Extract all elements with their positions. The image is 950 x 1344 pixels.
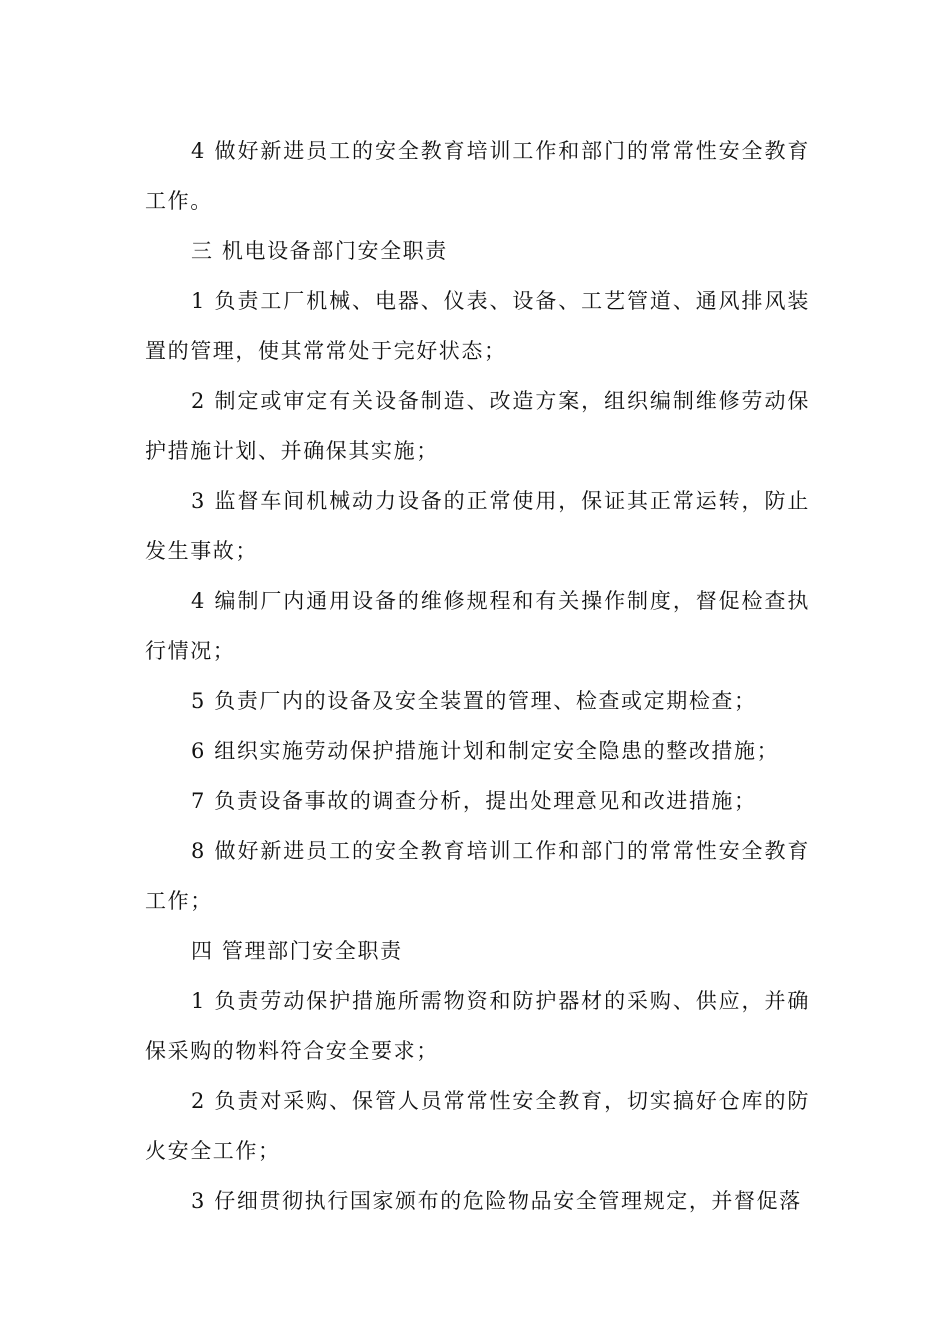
paragraph-item-6-rectification: 6 组织实施劳动保护措施计划和制定安全隐患的整改措施； xyxy=(191,739,780,763)
document-body xyxy=(145,126,810,1226)
paragraph-item-4-maintenance-rules: 4 编制厂内通用设备的维修规程和有关操作制度，督促检查执行情况； xyxy=(145,589,810,663)
paragraph-item-2-warehouse-fire-safety: 2 负责对采购、保管人员常常性安全教育，切实搞好仓库的防火安全工作； xyxy=(145,1089,810,1163)
paragraph-item-2-renovation-plans: 2 制定或审定有关设备制造、改造方案，组织编制维修劳动保护措施计划、并确保其实施； xyxy=(145,389,810,463)
paragraph-item-8-training: 8 做好新进员工的安全教育培训工作和部门的常常性安全教育工作； xyxy=(145,839,810,913)
paragraph-item-1-procurement: 1 负责劳动保护措施所需物资和防护器材的采购、供应，并确保采购的物料符合安全要求； xyxy=(145,989,810,1063)
paragraph-item-4-training: 4 做好新进员工的安全教育培训工作和部门的常常性安全教育工作。 xyxy=(145,139,810,213)
paragraph-item-5-safety-devices: 5 负责厂内的设备及安全装置的管理、检查或定期检查； xyxy=(191,689,757,713)
paragraph-item-3-supervise-operation: 3 监督车间机械动力设备的正常使用，保证其正常运转，防止发生事故； xyxy=(145,489,810,563)
paragraph-item-1-equipment-management: 1 负责工厂机械、电器、仪表、设备、工艺管道、通风排风装置的管理，使其常常处于完好状态； xyxy=(145,289,810,363)
section-heading-electromechanical: 三 机电设备部门安全职责 xyxy=(191,239,448,263)
paragraph-item-3-hazardous-materials: 3 仔细贯彻执行国家颁布的危险物品安全管理规定，并督促落 xyxy=(191,1189,802,1213)
section-heading-management: 四 管理部门安全职责 xyxy=(191,939,403,963)
paragraph-item-7-accident-analysis: 7 负责设备事故的调查分析，提出处理意见和改进措施； xyxy=(191,789,757,813)
